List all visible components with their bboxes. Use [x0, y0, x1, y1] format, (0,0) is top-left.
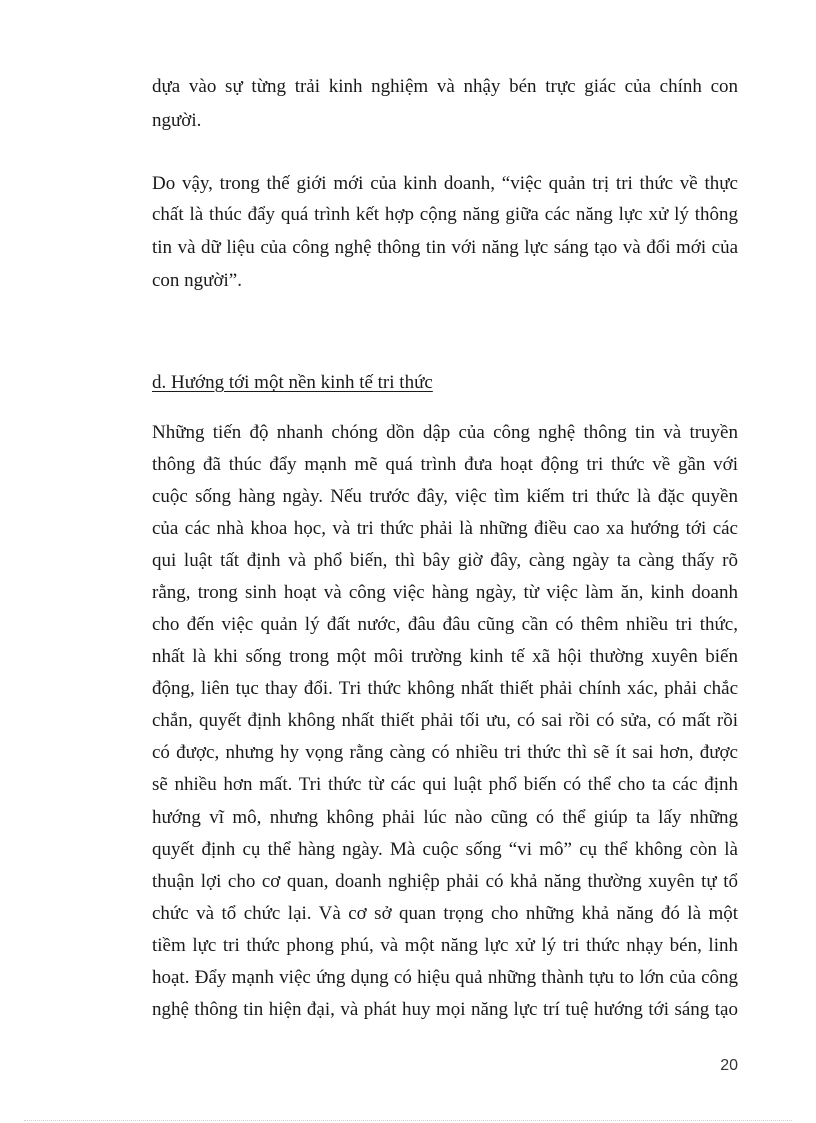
paragraph-3-line-16: chức và tổ chức lại. Và cơ sở quan trọng cho những khả năng đó là một: [152, 903, 738, 924]
paragraph-3-line-11: có được, nhưng hy vọng rằng càng có nhiều tri thức thì sẽ ít sai hơn, được: [152, 742, 738, 763]
paragraph-2-line-2: chất là thúc đẩy quá trình kết hợp cộng năng giữa các năng lực xử lý thông: [152, 204, 738, 225]
paragraph-3-line-14: quyết định cụ thể hàng ngày. Mà cuộc sống “vi mô” cụ thể không còn là: [152, 839, 738, 860]
paragraph-3-line-10: chắn, quyết định không nhất thiết phải tối ưu, có sai rồi có sửa, có mất rồi: [152, 710, 738, 731]
paragraph-3-line-13: hướng vĩ mô, nhưng không phải lúc nào cũng có thể giúp ta lấy những: [152, 807, 738, 828]
paragraph-3-line-18: hoạt. Đẩy mạnh việc ứng dụng có hiệu quả những thành tựu to lớn của công: [152, 967, 738, 988]
paragraph-1-line-1: dựa vào sự từng trải kinh nghiệm và nhậy bén trực giác của chính con: [152, 76, 738, 97]
paragraph-2-line-4: con người”.: [152, 270, 242, 291]
paragraph-3-line-3: cuộc sống hàng ngày. Nếu trước đây, việc tìm kiếm tri thức là đặc quyền: [152, 486, 738, 507]
paragraph-2-line-3: tin và dữ liệu của công nghệ thông tin với năng lực sáng tạo và đổi mới của: [152, 237, 738, 258]
paragraph-3-line-8: nhất là khi sống trong một môi trường kinh tế xã hội thường xuyên biến: [152, 646, 738, 667]
page-number: 20: [720, 1057, 738, 1074]
paragraph-3-line-4: của các nhà khoa học, và tri thức phải là những điều cao xa hướng tới các: [152, 518, 738, 539]
paragraph-3-line-19: nghệ thông tin hiện đại, và phát huy mọi năng lực trí tuệ hướng tới sáng tạo: [152, 999, 738, 1020]
paragraph-3-line-9: động, liên tục thay đổi. Tri thức không nhất thiết phải chính xác, phải chắc: [152, 678, 738, 699]
page-bottom-border: [24, 1120, 792, 1121]
paragraph-3-line-12: sẽ nhiều hơn mất. Tri thức từ các qui luật phổ biến có thể cho ta các định: [152, 774, 738, 795]
paragraph-3-line-1: Những tiến độ nhanh chóng dồn dập của công nghệ thông tin và truyền: [152, 422, 738, 443]
paragraph-3-line-5: qui luật tất định và phổ biến, thì bây giờ đây, càng ngày ta càng thấy rõ: [152, 550, 738, 571]
paragraph-3-line-15: thuận lợi cho cơ quan, doanh nghiệp phải có khả năng thường xuyên tự tổ: [152, 871, 738, 892]
paragraph-3-line-7: cho đến việc quản lý đất nước, đâu đâu cũng cần có thêm nhiều tri thức,: [152, 614, 738, 635]
paragraph-3-line-17: tiềm lực tri thức phong phú, và một năng lực xử lý tri thức nhạy bén, linh: [152, 935, 738, 956]
paragraph-1-line-2: người.: [152, 110, 202, 131]
paragraph-3-line-2: thông đã thúc đẩy mạnh mẽ quá trình đưa hoạt động tri thức về gần với: [152, 454, 738, 475]
paragraph-2-line-1: Do vậy, trong thế giới mới của kinh doanh, “việc quản trị tri thức về thực: [152, 173, 738, 194]
section-heading: d. Hướng tới một nền kinh tế tri thức: [152, 372, 433, 393]
paragraph-3-line-6: rằng, trong sinh hoạt và công việc hàng ngày, từ việc làm ăn, kinh doanh: [152, 582, 738, 603]
